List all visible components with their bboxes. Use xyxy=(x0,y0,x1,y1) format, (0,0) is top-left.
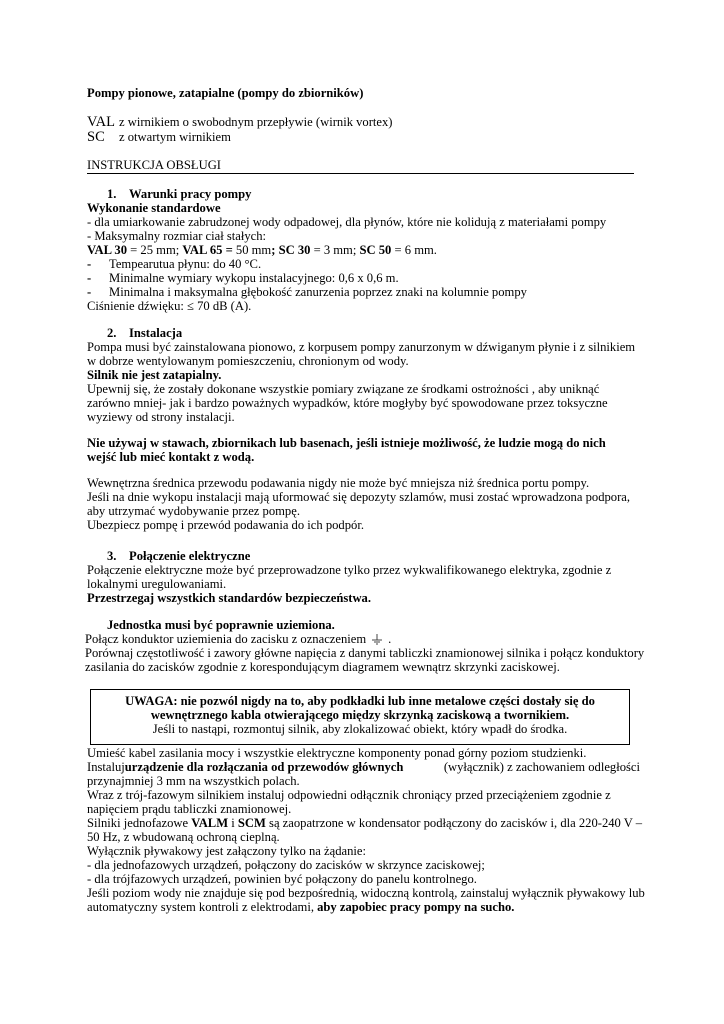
paragraph-line: Umieść kabel zasilania mocy i wszystkie elektryczne komponenty ponad górny poziom studzienki. xyxy=(87,746,587,760)
paragraph-text: Połącz konduktor uziemienia do zacisku z oznaczeniem xyxy=(85,632,367,646)
paragraph-line: Wyłącznik pływakowy jest załączony tylko na żądanie: xyxy=(87,844,366,858)
size-value: = 3 mm; xyxy=(310,243,360,257)
bold-text: aby zapobiec pracy pompy na sucho. xyxy=(317,900,515,914)
paragraph-line: Pompa musi być zainstalowana pionowo, z korpusem pompy zanurzonym w dźwiganym płynie i z silnikiem xyxy=(87,340,636,354)
paragraph-text: Silniki jednofazowe xyxy=(87,816,192,830)
bullet-dash: - xyxy=(87,271,92,285)
bullet-dash: - xyxy=(87,285,92,299)
document-title: Pompy pionowe, zatapialne (pompy do zbiorników) xyxy=(87,86,364,100)
paragraph-line: aby utrzymać wydobywanie przez pompę. xyxy=(87,504,300,518)
size-code: ; SC 30 xyxy=(271,243,311,257)
paragraph-line xyxy=(87,900,640,914)
warning-line: UWAGA: nie pozwól nigdy na to, aby podkładki lub inne metalowe części dostały się do xyxy=(125,694,595,708)
warning-box xyxy=(90,689,630,745)
bold-notice: Silnik nie jest zatapialny. xyxy=(87,368,222,382)
bullet-dash: - xyxy=(87,257,92,271)
bold-notice: Nie używaj w stawach, zbiornikach lub basenach, jeśli istnieje możliwość, że ludzie mogą do nich xyxy=(87,436,606,450)
series-item xyxy=(87,115,393,130)
section-title-text: Instalacja xyxy=(129,326,183,340)
paragraph-line: zasilania do zacisków zgodnie z korespondującym diagramem wewnątrz skrzynki zaciskowej. xyxy=(85,660,560,674)
series-code: SC xyxy=(87,129,105,145)
paragraph-text: i xyxy=(228,816,238,830)
series-desc: z otwartym wirnikiem xyxy=(119,130,231,144)
bullet-item xyxy=(87,257,647,271)
bullet-text: Minimalna i maksymalna głębokość zanurzenia poprzez znaki na kolumnie pompy xyxy=(109,285,527,299)
section-title xyxy=(87,326,647,340)
bullet-item xyxy=(87,271,647,285)
warning-line: Jeśli to nastąpi, rozmontuj silnik, aby zlokalizować obiekt, który wpadł do środka. xyxy=(152,722,568,736)
section-electrical xyxy=(87,549,647,674)
paragraph-line: zarówno mniej- jak i bardzo poważnych wypadków, które mogłyby być spowodowane przez toksyczne xyxy=(87,396,608,410)
paragraph-line: Porównaj częstotliwość i zawory główne napięcia z danymi tabliczki znamionowej silnika i połącz konduktory xyxy=(85,646,645,660)
section-number: 1. xyxy=(107,187,117,201)
section-title xyxy=(87,549,647,563)
paragraph-line xyxy=(85,632,645,646)
bullet-text: Tempearutua płynu: do 40 °C. xyxy=(109,257,262,271)
electrical-instructions xyxy=(87,746,645,914)
size-value: 50 mm xyxy=(232,243,272,257)
paragraph-line: - dla jednofazowych urządzeń, połączony do zacisków w skrzynce zaciskowej; xyxy=(87,858,485,872)
size-value: = 25 mm; xyxy=(127,243,183,257)
solid-sizes-line xyxy=(87,243,647,257)
paragraph-line: Wewnętrzna średnica przewodu podawania nigdy nie może być mniejsza niż średnica portu pompy. xyxy=(87,476,590,490)
bold-notice: Jednostka musi być poprawnie uziemiona. xyxy=(107,618,335,632)
paragraph-text: Instaluj xyxy=(87,760,125,774)
section-number: 3. xyxy=(107,549,117,563)
section-title-text: Połączenie elektryczne xyxy=(129,549,251,563)
model-code: SCM xyxy=(237,816,266,830)
paragraph-line: - dla umiarkowanie zabrudzonej wody odpadowej, dla płynów, które nie kolidują z materiałami pompy xyxy=(87,215,607,229)
ground-icon xyxy=(370,634,384,646)
paragraph-line xyxy=(87,760,640,774)
section-heading: INSTRUKCJA OBSŁUGI xyxy=(87,158,634,174)
model-code: VALM xyxy=(191,816,229,830)
bullet-text: Minimalne wymiary wykopu instalacyjnego: 0,6 x 0,6 m. xyxy=(109,271,399,285)
paragraph-text: automatyczny system kontroli z elektrodami, xyxy=(87,900,318,914)
warning-line: wewnętrznego kabla otwierającego między skrzynką zaciskową a twornikiem. xyxy=(150,708,570,722)
paragraph-line: napięciem prądu tabliczki znamionowej. xyxy=(87,802,292,816)
bullet-item xyxy=(87,285,647,299)
paragraph-line: lokalnymi uregulowaniami. xyxy=(87,577,227,591)
section-title-text: Warunki pracy pompy xyxy=(129,187,252,201)
paragraph-line: Wraz z trój-fazowym silnikiem instaluj odpowiedni odłącznik chroniący przed przeciążeniem zgodnie z xyxy=(87,788,611,802)
paragraph-line: 50 Hz, z wbudowaną ochroną cieplną. xyxy=(87,830,280,844)
bold-notice: wejść lub mieć kontakt z wodą. xyxy=(87,450,255,464)
paragraph-line: wyziewy od strony instalacji. xyxy=(87,410,235,424)
series-desc: z wirnikiem o swobodnym przepływie (wirnik vortex) xyxy=(119,115,393,129)
paragraph-text: . xyxy=(388,632,392,646)
bold-text: urządzenie dla rozłączania od przewodów głównych xyxy=(124,760,404,774)
section-installation xyxy=(87,326,647,532)
paragraph-line: Połączenie elektryczne może być przeprowadzone tylko przez wykwalifikowanego elektryka, zgodnie z xyxy=(87,563,612,577)
section-title xyxy=(87,187,647,201)
paragraph-line: Jeśli poziom wody nie znajduje się pod bezpośrednią, widoczną kontrolą, zainstaluj wyłącznik pływakowy lub xyxy=(87,886,645,900)
size-code: SC 50 xyxy=(359,243,392,257)
paragraph-line: - Maksymalny rozmiar ciał stałych: xyxy=(87,229,267,243)
paragraph-line: Ubezpiecz pompę i przewód podawania do ich podpór. xyxy=(87,518,364,532)
bold-notice: Przestrzegaj wszystkich standardów bezpieczeństwa. xyxy=(87,591,371,605)
series-code: VAL xyxy=(87,114,115,130)
paragraph-text: są zaopatrzone w kondensator podłączony do zacisków i, dla 220-240 V – xyxy=(265,816,643,830)
subsection-title: Wykonanie standardowe xyxy=(87,201,221,215)
paragraph-line: - dla trójfazowych urządzeń, powinien być połączony do panelu kontrolnego. xyxy=(87,872,477,886)
paragraph-line xyxy=(87,816,643,830)
section-working-conditions xyxy=(87,187,647,313)
paragraph-line: Jeśli na dnie wykopu instalacji mają uformować się depozyty szlamów, musi zostać wprowadzona podpora, xyxy=(87,490,631,504)
paragraph-line: Upewnij się, że zostały dokonane wszystkie pomiary związane ze środkami ostrożności , aby uniknąć xyxy=(87,382,600,396)
size-code: VAL 30 xyxy=(87,243,128,257)
paragraph-line: w dobrze wentylowanym pomieszczeniu, chronionym od wody. xyxy=(87,354,409,368)
pump-series-list xyxy=(87,115,393,145)
series-item xyxy=(87,130,393,145)
paragraph-text: (wyłącznik) z zachowaniem odległości xyxy=(443,760,640,774)
size-value: = 6 mm. xyxy=(391,243,437,257)
size-code: VAL 65 = xyxy=(182,243,233,257)
section-number: 2. xyxy=(107,326,117,340)
paragraph-line: Ciśnienie dźwięku: ≤ 70 dB (A). xyxy=(87,299,252,313)
paragraph-line: przynajmniej 3 mm na wszystkich polach. xyxy=(87,774,300,788)
